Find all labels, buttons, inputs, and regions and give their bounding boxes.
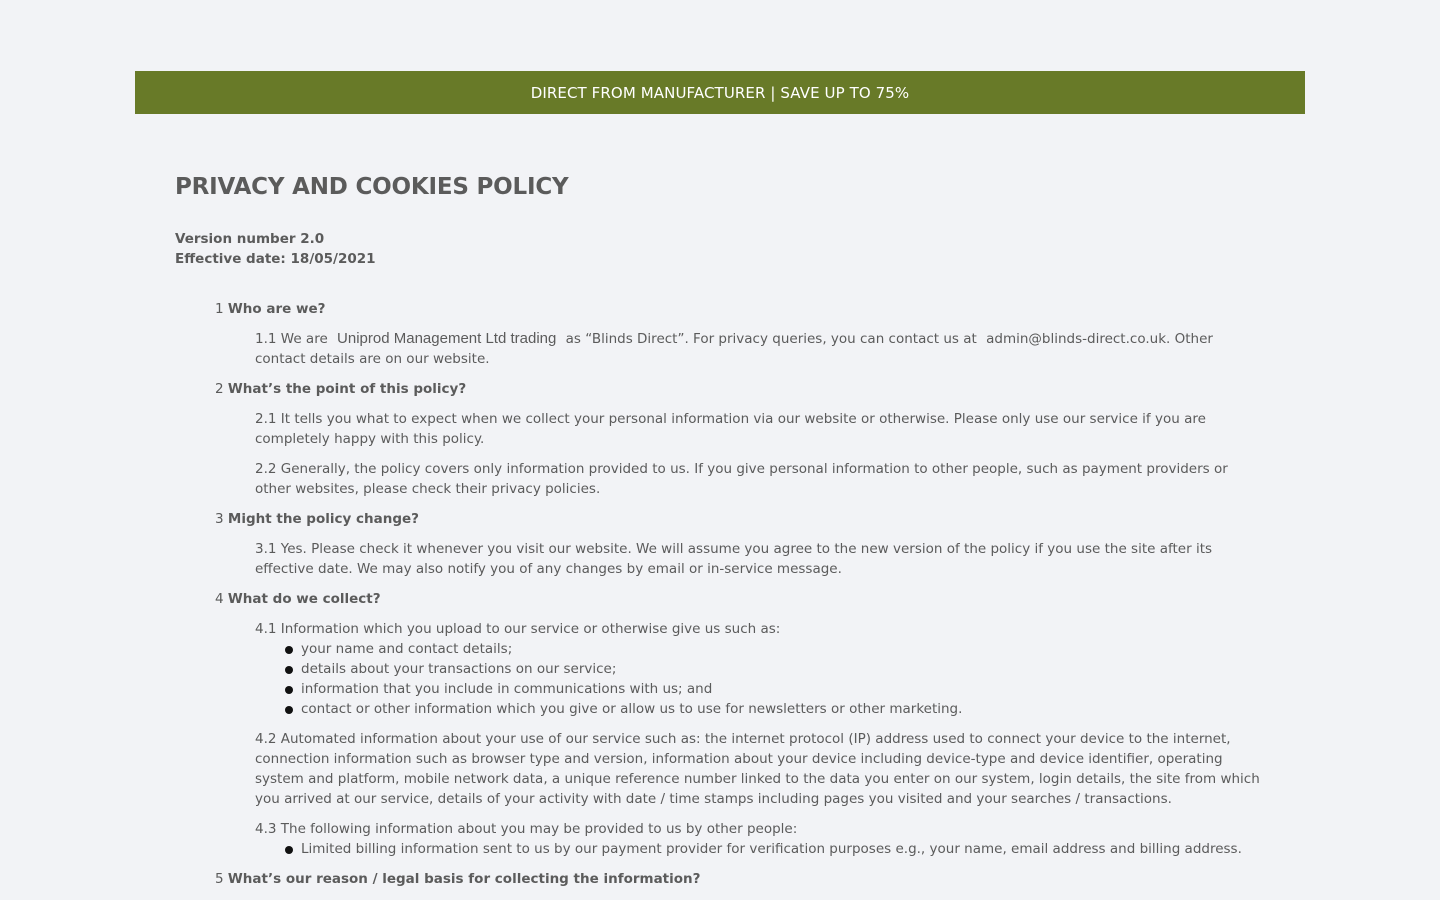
paragraph-text: . Other contact details are on our website. xyxy=(255,331,1213,367)
bullet-icon xyxy=(285,666,293,674)
paragraph-2-2: 2.2 Generally, the policy covers only information provided to us. If you give personal information to other people, such as payment providers or other websites, please check their privacy policies. xyxy=(255,461,1228,497)
list-item xyxy=(255,659,1260,679)
effective-date: Effective date: 18/05/2021 xyxy=(175,251,376,267)
bullet-icon xyxy=(285,706,293,714)
section-title: What’s our reason / legal basis for collecting the information? xyxy=(227,871,701,887)
paragraph-text: as “Blinds Direct”. For privacy queries, you can contact us at xyxy=(561,331,982,347)
bullet-icon xyxy=(285,846,293,854)
section-title: Might the policy change? xyxy=(227,511,419,527)
section-heading-1 xyxy=(175,299,1260,319)
section-title: Who are we? xyxy=(227,301,326,317)
paragraph-2-1: 2.1 It tells you what to expect when we collect your personal information via our website or otherwise. Please only use our service if you are completely happy with this policy. xyxy=(255,411,1206,447)
paragraph-text: 4.1 Information which you upload to our service or otherwise give us such as: xyxy=(255,621,781,637)
section-number: 2 xyxy=(215,381,228,397)
bullet-icon xyxy=(285,686,293,694)
contact-email: admin@blinds-direct.co.uk xyxy=(986,331,1167,347)
section-title: What do we collect? xyxy=(227,591,381,607)
bullet-list-4-1 xyxy=(255,639,1260,719)
bullet-list-4-3 xyxy=(255,839,1260,859)
list-item-text: contact or other information which you give or allow us to use for newsletters or other marketing. xyxy=(301,701,963,717)
paragraph-4-1 xyxy=(175,619,1260,719)
company-name: Uniprod Management Ltd trading xyxy=(337,330,557,347)
list-item-text: Limited billing information sent to us by our payment provider for verification purposes e.g., your name, email address and billing address. xyxy=(301,841,1242,857)
policy-meta xyxy=(175,229,1260,269)
section-number: 5 xyxy=(215,871,228,887)
paragraph-4-3 xyxy=(175,819,1260,859)
list-item xyxy=(255,699,1260,719)
section-heading-5 xyxy=(175,869,1260,889)
section-number: 3 xyxy=(215,511,228,527)
list-item-text: your name and contact details; xyxy=(301,641,513,657)
section-title: What’s the point of this policy? xyxy=(227,381,467,397)
paragraph-3-1: 3.1 Yes. Please check it whenever you visit our website. We will assume you agree to the new version of the policy if you use the site after its effective date. We may also notify you of any changes by email or in-service message. xyxy=(255,541,1213,577)
section-number: 4 xyxy=(215,591,228,607)
paragraph-4-2: 4.2 Automated information about your use of our service such as: the internet protocol (IP) address used to connect your device to the internet, connection information such as browser type and version, information about your device including device-type and device identifier, operating system and platform, mobile network data, a unique reference number linked to the data you enter on our system, login details, the site from which you arrived at our service, details of your activity with date / time stamps including pages you visited and your searches / transactions. xyxy=(255,731,1260,807)
promo-banner xyxy=(135,71,1305,114)
list-item xyxy=(255,639,1260,659)
section-number: 1 xyxy=(215,301,228,317)
paragraph-text: 1.1 We are xyxy=(255,331,333,347)
page-title: PRIVACY AND COOKIES POLICY xyxy=(175,174,569,200)
list-item xyxy=(255,679,1260,699)
policy-sections xyxy=(175,299,1260,889)
version-number: Version number 2.0 xyxy=(175,231,325,247)
list-item-text: information that you include in communications with us; and xyxy=(301,681,713,697)
bullet-icon xyxy=(285,646,293,654)
promo-banner-text: DIRECT FROM MANUFACTURER | SAVE UP TO 75% xyxy=(530,83,910,102)
section-heading-2 xyxy=(175,379,1260,399)
policy-content xyxy=(175,170,1260,899)
paragraph-1-1 xyxy=(175,329,1260,369)
list-item xyxy=(255,839,1260,859)
section-heading-4 xyxy=(175,589,1260,609)
list-item-text: details about your transactions on our service; xyxy=(301,661,617,677)
paragraph-text: 4.3 The following information about you may be provided to us by other people: xyxy=(255,821,798,837)
section-heading-3 xyxy=(175,509,1260,529)
